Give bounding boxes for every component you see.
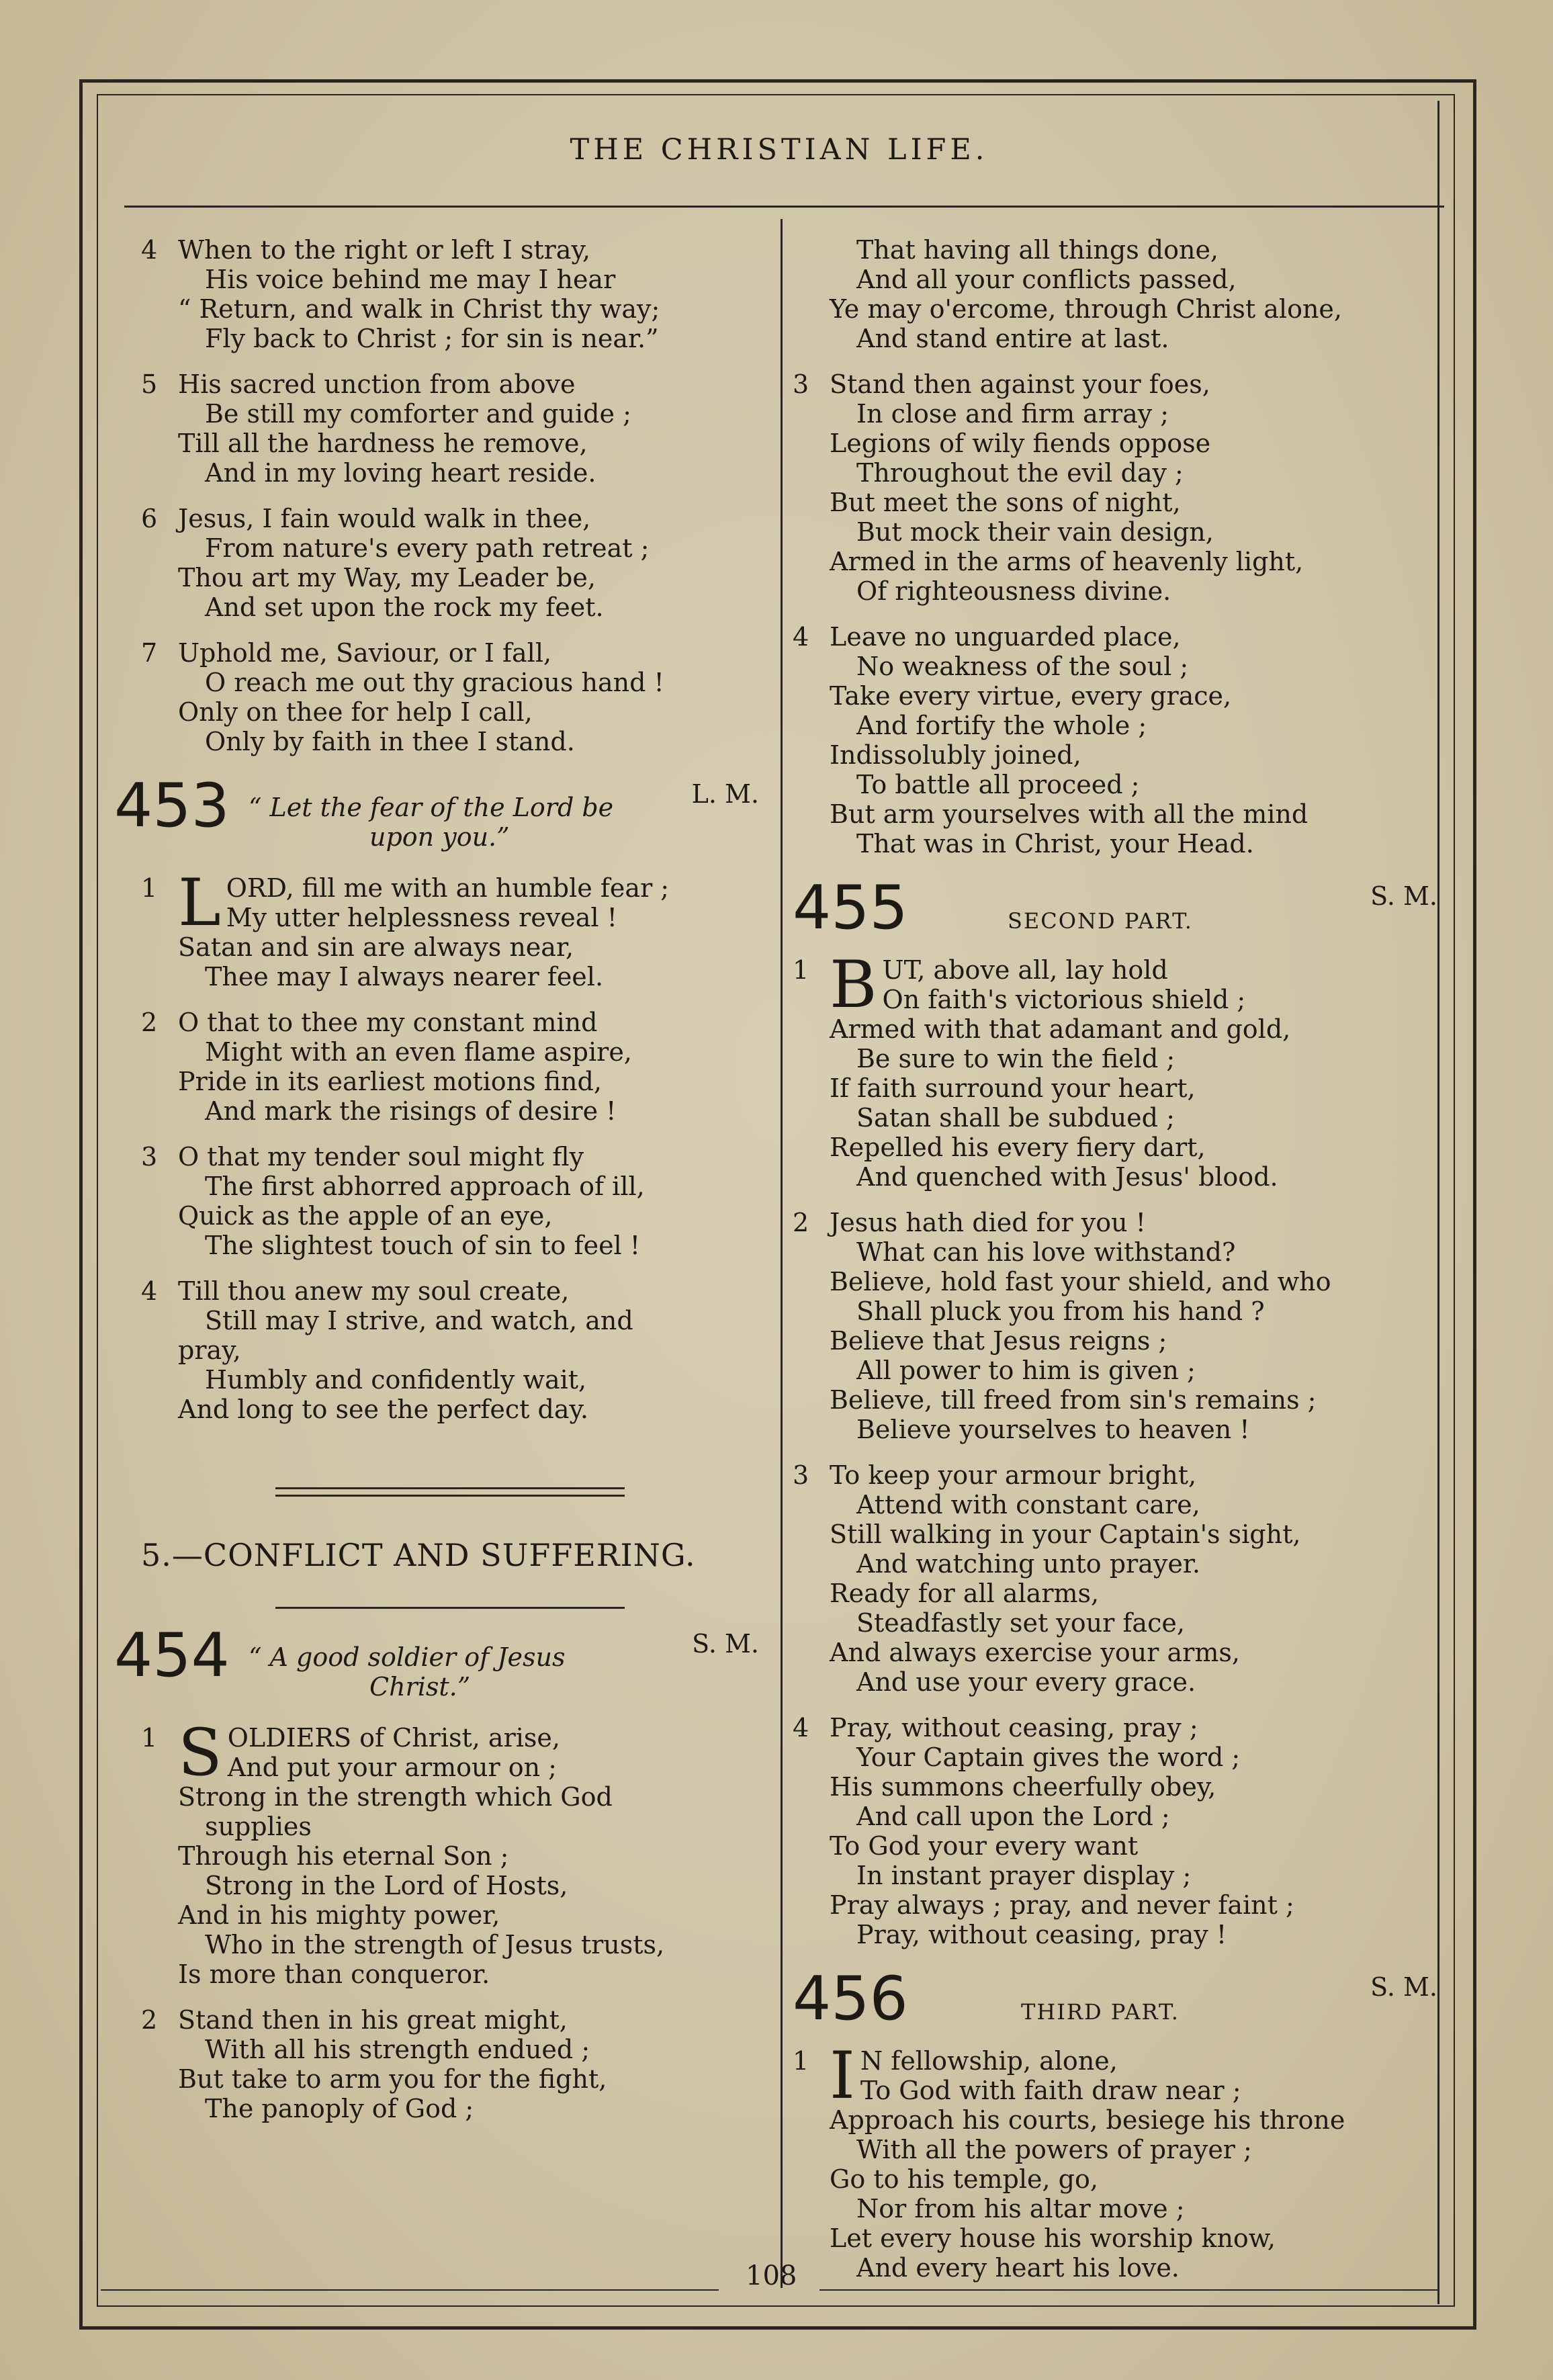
verse-line: To God your every want (830, 1831, 1139, 1861)
verse-line: supplies (205, 1812, 312, 1841)
verse-line: Who in the strength of Jesus trusts, (205, 1930, 665, 1959)
verse-line: Thee may I always nearer feel. (205, 962, 604, 991)
hymn-456-heading (793, 1966, 1437, 2046)
verse-line: What can his love withstand? (856, 1237, 1236, 1267)
verse-line: Pride in its earliest motions find, (178, 1067, 602, 1096)
hymn-meter: S. M. (1370, 1972, 1437, 2002)
drop-cap: B (830, 947, 877, 1022)
verse-line: O that my tender soul might fly (178, 1142, 584, 1172)
verse-number: 4 (141, 235, 158, 265)
verse-line: Believe, hold fast your shield, and who (830, 1267, 1331, 1296)
page-border-right-line (1437, 101, 1439, 2304)
verse-line: Be sure to win the field ; (856, 1044, 1175, 1073)
bottom-rule-right (819, 2289, 1437, 2291)
hymn-title: “ A good soldier of Jesus Christ.” (249, 1642, 566, 1702)
hymn-part: THIRD PART. (1021, 1999, 1180, 2025)
verse-line: If faith surround your heart, (830, 1073, 1196, 1103)
verse-line: Approach his courts, besiege his throne (830, 2105, 1345, 2135)
hymn-meter: L. M. (691, 779, 759, 809)
verse-number: 2 (141, 1008, 158, 1037)
verse (141, 2005, 759, 2123)
verse-line: Let every house his worship know, (830, 2223, 1276, 2253)
verse-line: Legions of wily fiends oppose (830, 429, 1211, 458)
hymn-part: SECOND PART. (1008, 908, 1193, 934)
verse-line: Be still my comforter and guide ; (205, 399, 631, 429)
hymn-number: 454 (114, 1620, 230, 1691)
verse-line: Armed in the arms of heavenly light, (830, 547, 1304, 576)
column-divider (781, 219, 783, 2288)
verse-line: But take to arm you for the fight, (178, 2064, 607, 2094)
verse (141, 504, 759, 622)
verse-line: Pray, without ceasing, pray ; (830, 1713, 1198, 1743)
verse (793, 369, 1437, 606)
verse-line: And long to see the perfect day. (178, 1395, 588, 1424)
verse-line: His voice behind me may I hear (205, 265, 616, 294)
verse-line: Stand then in his great might, (178, 2005, 568, 2035)
verse-line: And in his mighty power, (178, 1900, 500, 1930)
verse-line: The first abhorred approach of ill, (205, 1172, 645, 1201)
verse-number: 1 (141, 1723, 158, 1753)
hymn-452-continuation (141, 235, 759, 756)
verse-line: Jesus, I fain would walk in thee, (178, 504, 591, 533)
hymn-453-verses (141, 865, 759, 1424)
header-rule (124, 206, 1444, 208)
verse (141, 865, 759, 991)
verse (793, 947, 1437, 1192)
verse-line: Pray always ; pray, and never faint ; (830, 1890, 1294, 1920)
verse-line: Repelled his every fiery dart, (830, 1133, 1206, 1162)
hymn-number: 456 (793, 1964, 908, 2034)
verse-line: No weakness of the soul ; (856, 652, 1189, 681)
verse-line: In instant prayer display ; (856, 1861, 1192, 1890)
verse-line: And watching unto prayer. (856, 1549, 1200, 1579)
verse-line: Shall pluck you from his hand ? (856, 1296, 1265, 1326)
verse-line: On faith's victorious shield ; (882, 985, 1246, 1014)
verse-line: Through his eternal Son ; (178, 1841, 509, 1871)
verse-line: Ready for all alarms, (830, 1579, 1100, 1608)
verse-line: O reach me out thy gracious hand ! (205, 668, 664, 697)
verse-line: Thou art my Way, my Leader be, (178, 563, 596, 592)
verse-line: Jesus hath died for you ! (830, 1208, 1146, 1237)
section-rule (275, 1495, 625, 1497)
verse-line: Leave no unguarded place, (830, 622, 1181, 652)
verse-line: And call upon the Lord ; (856, 1802, 1170, 1831)
hymn-453-heading (114, 770, 759, 873)
verse-line: And mark the risings of desire ! (205, 1096, 617, 1126)
verse-line: pray, (178, 1335, 241, 1365)
drop-cap: L (178, 865, 221, 940)
verse-line: Believe, till freed from sin's remains ; (830, 1385, 1317, 1415)
verse-line: And put your armour on ; (227, 1753, 557, 1782)
page-number: 108 (746, 2260, 797, 2291)
verse-line: Take every virtue, every grace, (830, 681, 1232, 711)
verse-line: And stand entire at last. (856, 324, 1169, 353)
hymn-number: 455 (793, 873, 908, 943)
hymn-454-verses (141, 1715, 759, 2123)
verse (141, 369, 759, 488)
verse-line: Satan shall be subdued ; (856, 1103, 1175, 1133)
verse-line: To God with faith draw near ; (860, 2076, 1241, 2105)
right-column (793, 235, 1437, 2299)
verse (141, 235, 759, 353)
section-rule (275, 1607, 625, 1609)
verse-line: OLDIERS of Christ, arise, (227, 1723, 560, 1753)
verse-line: The slightest touch of sin to feel ! (205, 1231, 641, 1260)
verse-line: And every heart his love. (856, 2253, 1180, 2283)
verse-line: And use your every grace. (856, 1667, 1196, 1697)
verse (141, 1008, 759, 1126)
hymn-454-heading (114, 1620, 759, 1723)
verse-line: Only on thee for help I call, (178, 697, 533, 727)
verse-line: That having all things done, (856, 235, 1219, 265)
verse-line: The panoply of God ; (205, 2094, 474, 2123)
verse-line: N fellowship, alone, (860, 2046, 1118, 2076)
verse-line: My utter helplessness reveal ! (226, 903, 617, 932)
bottom-rule-left (101, 2289, 719, 2291)
verse-number: 1 (793, 955, 809, 985)
verse-line: And set upon the rock my feet. (205, 592, 604, 622)
verse-line: O that to thee my constant mind (178, 1008, 598, 1037)
verse-number: 5 (141, 369, 158, 399)
verse (793, 1713, 1437, 1949)
verse-number: 3 (793, 1460, 809, 1490)
verse-line: Is more than conqueror. (178, 1959, 490, 1989)
verse-line: And always exercise your arms, (830, 1638, 1240, 1667)
verse-line: In close and firm array ; (856, 399, 1169, 429)
verse-number: 1 (141, 873, 158, 903)
verse-line: And all your conflicts passed, (856, 265, 1237, 294)
verse (793, 235, 1437, 353)
verse-line: Might with an even flame aspire, (205, 1037, 632, 1067)
verse-line: His sacred unction from above (178, 369, 576, 399)
verse-line: Believe yourselves to heaven ! (856, 1415, 1250, 1444)
hymn-455-verses (793, 947, 1437, 1949)
verse-line: UT, above all, lay hold (882, 955, 1168, 985)
verse-line: ORD, fill me with an humble fear ; (226, 873, 670, 903)
verse (793, 1460, 1437, 1697)
page-title: THE CHRISTIAN LIFE. (570, 133, 989, 167)
verse (141, 1276, 759, 1424)
drop-cap: S (178, 1715, 222, 1790)
drop-cap: I (830, 2038, 855, 2113)
verse-line: Steadfastly set your face, (856, 1608, 1185, 1638)
verse-line: All power to him is given ; (856, 1356, 1196, 1385)
verse (141, 638, 759, 756)
verse-line: Nor from his altar move ; (856, 2194, 1185, 2223)
hymn-meter: S. M. (692, 1629, 759, 1659)
verse-line: And in my loving heart reside. (205, 458, 596, 488)
verse-line: Till thou anew my soul create, (178, 1276, 570, 1306)
verse-line: Still walking in your Captain's sight, (830, 1519, 1301, 1549)
verse-number: 3 (141, 1142, 158, 1172)
verse-number: 6 (141, 504, 158, 533)
verse-line: That was in Christ, your Head. (856, 829, 1254, 858)
verse (793, 2038, 1437, 2283)
verse-number: 4 (793, 622, 809, 652)
verse-line: Uphold me, Saviour, or I fall, (178, 638, 552, 668)
hymn-454-continuation (793, 235, 1437, 353)
verse-line: Only by faith in thee I stand. (205, 727, 575, 756)
verse-line: Pray, without ceasing, pray ! (856, 1920, 1227, 1949)
verse-line: Still may I strive, and watch, and (205, 1306, 633, 1335)
verse-number: 4 (793, 1713, 809, 1743)
verse-line: Till all the hardness he remove, (178, 429, 588, 458)
left-column (114, 235, 759, 2140)
hymn-456-verses (793, 2038, 1437, 2283)
verse-line: Fly back to Christ ; for sin is near.” (205, 324, 659, 353)
verse-line: His summons cheerfully obey, (830, 1772, 1216, 1802)
verse-line: With all his strength endued ; (205, 2035, 590, 2064)
verse-line: Believe that Jesus reigns ; (830, 1326, 1167, 1356)
verse-line: And quenched with Jesus' blood. (856, 1162, 1278, 1192)
verse-line: Throughout the evil day ; (856, 458, 1184, 488)
verse-number: 1 (793, 2046, 809, 2076)
verse-line: Armed with that adamant and gold, (830, 1014, 1291, 1044)
verse-line: With all the powers of prayer ; (856, 2135, 1252, 2164)
verse-line: But meet the sons of night, (830, 488, 1181, 517)
verse-line: Of righteousness divine. (856, 576, 1171, 606)
verse (141, 1715, 759, 1989)
verse-number: 7 (141, 638, 158, 668)
hymn-title: “ Let the fear of the Lord be upon you.” (249, 793, 614, 852)
verse-line: Indissolubly joined, (830, 740, 1081, 770)
verse-line: Go to his temple, go, (830, 2164, 1098, 2194)
section-title: 5.—CONFLICT AND SUFFERING. (141, 1537, 696, 1573)
verse (141, 1142, 759, 1260)
hymn-455-heading (793, 875, 1437, 955)
verse (793, 1208, 1437, 1444)
verse-line: And fortify the whole ; (856, 711, 1147, 740)
verse-line: Quick as the apple of an eye, (178, 1201, 553, 1231)
verse-line: Satan and sin are always near, (178, 932, 574, 962)
hymn-number: 453 (114, 770, 230, 841)
verse-number: 3 (793, 369, 809, 399)
verse-line: To battle all proceed ; (856, 770, 1140, 799)
hymn-meter: S. M. (1370, 881, 1437, 911)
hymn-454-verses-continued (793, 369, 1437, 858)
verse-number: 2 (793, 1208, 809, 1237)
verse-line: But arm yourselves with all the mind (830, 799, 1308, 829)
verse-line: “ Return, and walk in Christ thy way; (178, 294, 660, 324)
verse-line: Strong in the Lord of Hosts, (205, 1871, 568, 1900)
verse-line: Ye may o'ercome, through Christ alone, (830, 294, 1342, 324)
verse-line: Humbly and confidently wait, (205, 1365, 587, 1395)
verse (793, 622, 1437, 858)
verse-line: Your Captain gives the word ; (856, 1743, 1241, 1772)
section-rule (275, 1487, 625, 1489)
verse-number: 4 (141, 1276, 158, 1306)
verse-line: From nature's every path retreat ; (205, 533, 650, 563)
verse-line: Stand then against your foes, (830, 369, 1210, 399)
verse-number: 2 (141, 2005, 158, 2035)
verse-line: Strong in the strength which God (178, 1782, 613, 1812)
verse-line: To keep your armour bright, (830, 1460, 1197, 1490)
verse-line: Attend with constant care, (856, 1490, 1200, 1519)
verse-line: When to the right or left I stray, (178, 235, 590, 265)
verse-line: But mock their vain design, (856, 517, 1214, 547)
